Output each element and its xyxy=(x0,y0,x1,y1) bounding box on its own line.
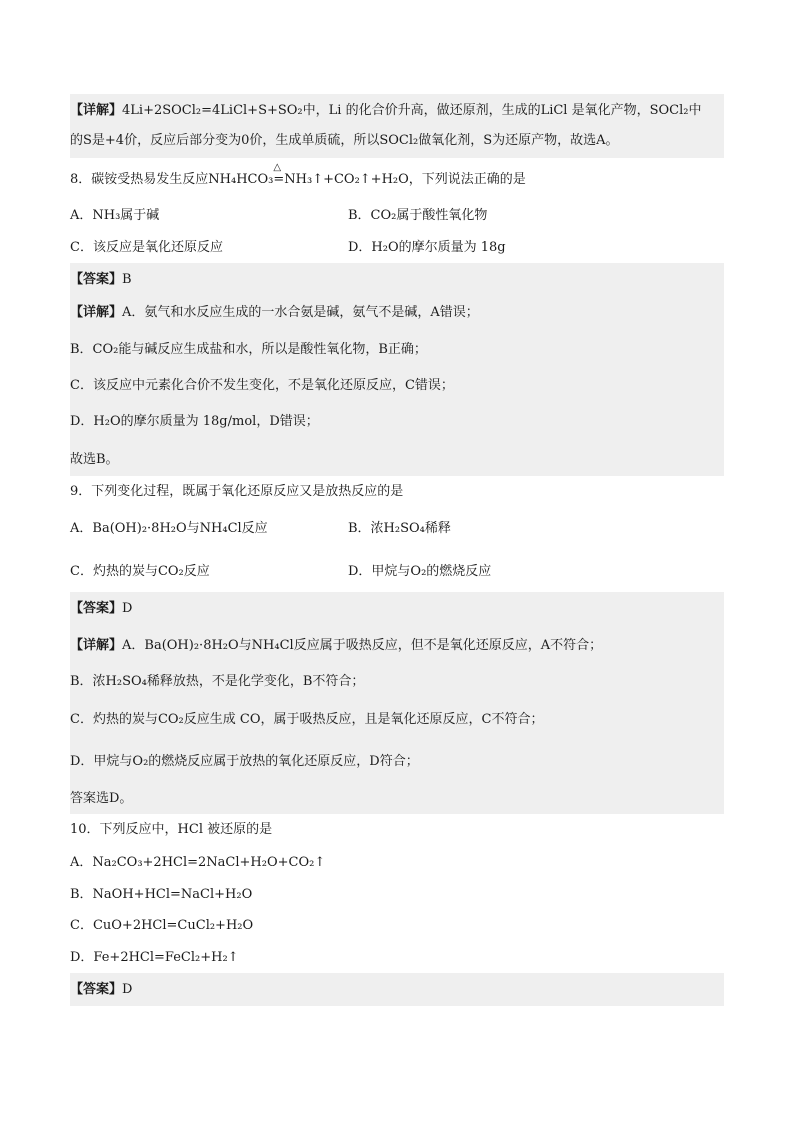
q9-answer-block xyxy=(70,592,724,814)
q10-option-d: D．Fe+2HCl=FeCl₂+H₂↑ xyxy=(70,950,239,965)
q8-options-row-1 xyxy=(70,206,724,226)
q10-option-a: A．Na₂CO₃+2HCl=2NaCl+H₂O+CO₂↑ xyxy=(70,855,326,870)
q9-explain-b: B．浓H₂SO₄稀释放热，不是化学变化，B不符合； xyxy=(70,674,365,689)
q9-stem: 9．下列变化过程，既属于氧化还原反应又是放热反应的是 xyxy=(70,484,404,499)
q8-option-b: B．CO₂属于酸性氧化物 xyxy=(348,208,488,223)
heat-condition: △ = xyxy=(273,170,284,190)
q8-option-d: D．H₂O的摩尔质量为 18g xyxy=(348,240,506,255)
explain-tag: 【详解】 xyxy=(70,103,123,118)
q7-explain-line-2: 的S是+4价，反应后部分变为0价，生成单质硫，所以SOCl₂做氧化剂，S为还原产物，故选A。 xyxy=(70,133,619,148)
q9-explain-d: D．甲烷与O₂的燃烧反应属于放热的氧化还原反应，D符合； xyxy=(70,754,419,769)
q9-options-row-2 xyxy=(70,562,724,582)
q8-conclusion: 故选B。 xyxy=(70,452,119,467)
q10-stem: 10．下列反应中，HCl 被还原的是 xyxy=(70,822,273,837)
q9-option-d: D．甲烷与O₂的燃烧反应 xyxy=(348,564,492,579)
q8-options-row-2 xyxy=(70,238,724,258)
q10-option-c: C．CuO+2HCl=CuCl₂+H₂O xyxy=(70,918,254,933)
q9-explain-a: 【详解】A．Ba(OH)₂·8H₂O与NH₄Cl反应属于吸热反应，但不是氧化还原反应，A不符合； xyxy=(70,638,603,653)
q8-stem: 8．碳铵受热易发生反应NH₄HCO₃ △ =NH₃↑+CO₂↑+H₂O，下列说法正确的是 xyxy=(70,170,724,190)
q7-explain-line-1: 【详解】4Li+2SOCl₂=4LiCl+S+SO₂中，Li 的化合价升高，做还原剂，生成的LiCl 是氧化产物，SOCl₂中 xyxy=(70,103,702,118)
delta-symbol: △ xyxy=(273,162,282,173)
q10-answer: 【答案】D xyxy=(70,982,133,997)
q8-explain-b: B．CO₂能与碱反应生成盐和水，所以是酸性氧化物，B正确； xyxy=(70,342,427,357)
q9-options-row-1 xyxy=(70,519,724,539)
q8-explain-a: 【详解】A．氨气和水反应生成的一水合氨是碱，氨气不是碱，A错误； xyxy=(70,305,479,320)
q8-explain-c: C．该反应中元素化合价不发生变化，不是氧化还原反应，C错误； xyxy=(70,378,454,393)
q9-option-c: C．灼热的炭与CO₂反应 xyxy=(70,564,210,579)
q9-option-a: A．Ba(OH)₂·8H₂O与NH₄Cl反应 xyxy=(70,521,268,536)
q9-explain-c: C．灼热的炭与CO₂反应生成 CO，属于吸热反应，且是氧化还原反应，C不符合； xyxy=(70,712,544,727)
q9-answer: 【答案】D xyxy=(70,601,133,616)
q8-explain-d: D．H₂O的摩尔质量为 18g/mol，D错误； xyxy=(70,414,319,429)
q8-option-a: A．NH₃属于碱 xyxy=(70,208,160,223)
q9-conclusion: 答案选D。 xyxy=(70,791,133,806)
q8-answer-block xyxy=(70,263,724,476)
q9-option-b: B．浓H₂SO₄稀释 xyxy=(348,521,451,536)
q8-answer: 【答案】B xyxy=(70,272,132,287)
q8-option-c: C．该反应是氧化还原反应 xyxy=(70,240,223,255)
q10-option-b: B．NaOH+HCl=NaCl+H₂O xyxy=(70,887,253,902)
